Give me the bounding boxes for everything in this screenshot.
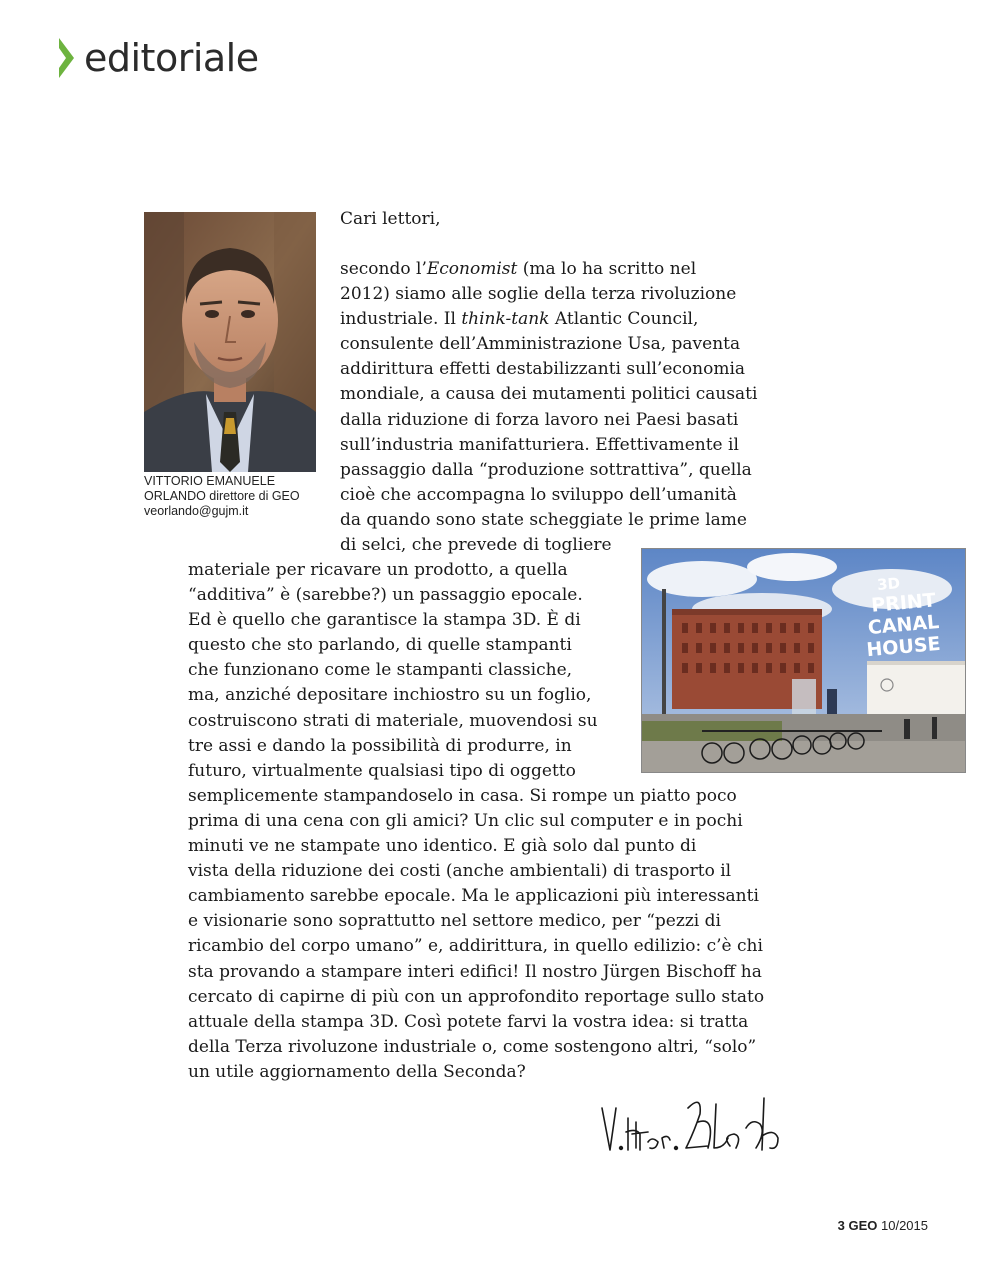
text-line: futuro, virtualmente qualsiasi tipo di oggetto: [188, 760, 576, 781]
svg-text:3D: 3D: [876, 574, 901, 594]
text-line: ma, anziché depositare inchiostro su un foglio,: [188, 685, 592, 706]
canal-house-photo: [641, 548, 966, 773]
text-line: cambiamento sarebbe epocale. Ma le applicazioni più interessanti: [188, 886, 759, 907]
text-line: addirittura effetti destabilizzanti sull’economia: [340, 359, 746, 380]
svg-text:PRINT: PRINT: [870, 589, 937, 617]
page-footer: [838, 1218, 928, 1233]
text-line: consulente dell’Amministrazione Usa, paventa: [340, 334, 741, 355]
text-line: dalla riduzione di forza lavoro nei Paesi basati: [340, 409, 739, 430]
text-line: industriale. Il think-tank Atlantic Council,: [340, 309, 699, 330]
letter-greeting: Cari lettori,: [340, 209, 441, 229]
section-header: [58, 36, 259, 80]
text-line: cioè che accompagna lo sviluppo dell’umanità: [340, 484, 737, 505]
svg-text:CANAL: CANAL: [866, 610, 940, 640]
letter-body-upper: [340, 257, 780, 558]
text-line: Ed è quello che garantisce la stampa 3D. È di: [188, 610, 581, 631]
text-line: materiale per ricavare un prodotto, a quella: [188, 560, 568, 580]
text-line: sta provando a stampare interi edifici! Il nostro Jürgen Bischoff ha: [188, 961, 762, 982]
text-line: minuti ve ne stampate uno identico. E già solo dal punto di: [188, 836, 697, 857]
section-title: editoriale: [84, 36, 259, 80]
text-line: e visionarie sono soprattutto nel settore medico, per “pezzi di: [188, 911, 721, 932]
author-email[interactable]: veorlando@gujm.it: [144, 504, 249, 518]
author-name: VITTORIO EMANUELE: [144, 474, 276, 488]
magazine-name: GEO: [848, 1218, 878, 1233]
text-line: ricambio del corpo umano” e, addirittura, in quello edilizio: c’è chi: [188, 936, 763, 957]
text-line: della Terza rivoluzone industriale o, come sostengono altri, “solo”: [188, 1036, 757, 1057]
text-line: secondo l’Economist (ma lo ha scritto nel: [340, 259, 697, 279]
signature: [596, 1088, 808, 1172]
author-portrait: [144, 212, 316, 472]
issue-date: 10/2015: [881, 1218, 928, 1233]
text-line: mondiale, a causa dei mutamenti politici causati: [340, 384, 758, 405]
text-line: da quando sono state scheggiate le prime lame: [340, 509, 747, 530]
author-caption: [144, 474, 334, 519]
author-role: ORLANDO direttore di GEO: [144, 489, 300, 503]
text-line: un utile aggiornamento della Seconda?: [188, 1061, 526, 1082]
text-line: semplicemente stampandoselo in casa. Si rompe un piatto poco: [188, 785, 737, 806]
text-line: 2012) siamo alle soglie della terza rivoluzione: [340, 284, 737, 305]
text-line: passaggio dalla “produzione sottrattiva”, quella: [340, 459, 752, 480]
chevron-right-icon: [58, 36, 76, 80]
text-line: vista della riduzione dei costi (anche ambientali) di trasporto il: [188, 861, 732, 882]
text-line: che funzionano come le stampanti classiche,: [188, 660, 573, 681]
text-line: di selci, che prevede di togliere: [340, 535, 612, 556]
page-number: 3: [837, 1218, 845, 1233]
svg-text:HOUSE: HOUSE: [865, 632, 942, 662]
text-line: “additiva” è (sarebbe?) un passaggio epocale.: [188, 585, 583, 606]
text-line: questo che sto parlando, di quelle stampanti: [188, 635, 572, 656]
text-line: costruiscono strati di materiale, muovendosi su: [188, 710, 598, 731]
canal-house-illustration: [642, 549, 966, 773]
text-line: attuale della stampa 3D. Così potete farvi la vostra idea: si tratta: [188, 1011, 749, 1032]
text-line: cercato di capirne di più con un approfondito reportage sullo stato: [188, 986, 765, 1007]
text-line: sull’industria manifatturiera. Effettivamente il: [340, 434, 739, 455]
text-line: tre assi e dando la possibilità di produrre, in: [188, 735, 572, 756]
text-line: prima di una cena con gli amici? Un clic sul computer e in pochi: [188, 810, 743, 831]
